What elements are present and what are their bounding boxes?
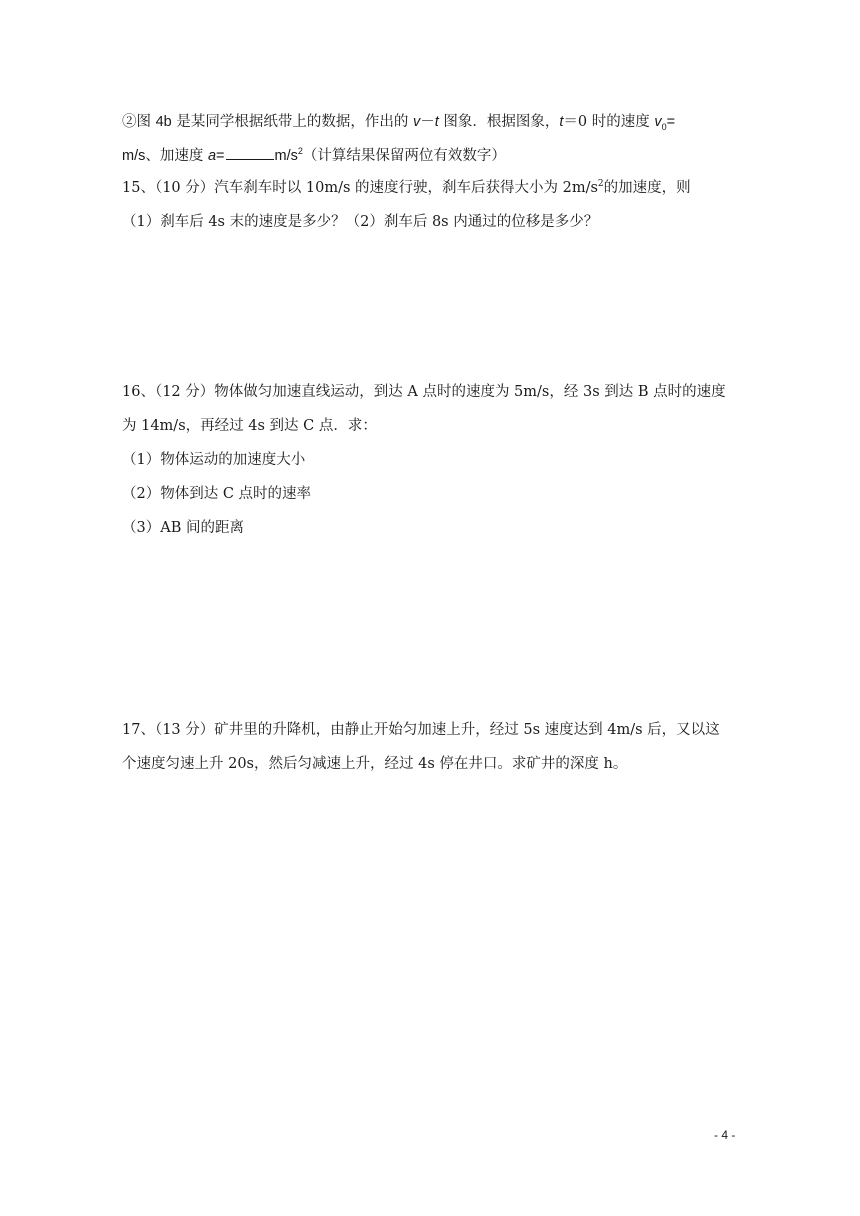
answer-blank: [226, 145, 274, 160]
q17-line2: 个速度匀速上升 20s，然后匀减速上升，经过 4s 停在井口。求矿井的深度 h。: [122, 756, 628, 772]
q16-line1: 16、（12 分）物体做匀加速直线运动，到达 A 点时的速度为 5m/s，经 3s 到达 B 点时的速度: [122, 384, 726, 400]
page-number: - 4 -: [714, 1128, 736, 1142]
q14-part2-line1: ②图 4b 是某同学根据纸带上的数据，作出的 v－t 图象．根据图象，t＝0 时的速度 $v_0=$: [122, 114, 676, 132]
circled-marker: ②: [122, 114, 137, 130]
q16-item2: （2）物体到达 C 点时的速率: [122, 486, 312, 502]
q16-item1: （1）物体运动的加速度大小: [122, 452, 306, 468]
q17-line1: 17、（13 分）矿井里的升降机，由静止开始匀加速上升，经过 5s 速度达到 4m/s 后，又以这: [122, 722, 720, 738]
figure-ref: 4b: [155, 114, 172, 130]
q16-item3: （3）AB 间的距离: [122, 520, 244, 536]
q15-line1: 15、（10 分）汽车刹车时以 10m/s 的速度行驶，刹车后获得大小为 $2m/s^2$的加速度，则: [122, 179, 691, 196]
q15-line2: （1）刹车后 4s 末的速度是多少？（2）刹车后 8s 内通过的位移是多少？: [122, 214, 599, 230]
q14-part2-line2: m/s、加速度 $a= m/s^2$（计算结果保留两位有效数字）: [122, 146, 506, 164]
q16-line2: 为 14m/s，再经过 4s 到达 C 点．求：: [122, 418, 377, 434]
precision-note: （计算结果保留两位有效数字）: [302, 148, 506, 164]
